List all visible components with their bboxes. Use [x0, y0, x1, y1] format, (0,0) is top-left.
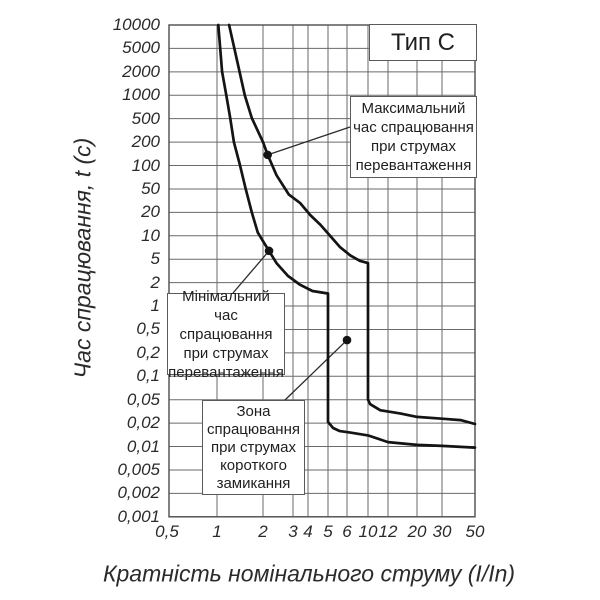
annotation-line: при струмах — [210, 438, 297, 456]
x-tick-label: 5 — [323, 521, 333, 541]
y-tick-label: 0,1 — [136, 366, 160, 386]
annotation-line: короткого — [220, 456, 287, 474]
x-tick-label: 12 — [378, 521, 398, 541]
type-c-label-box — [369, 24, 477, 61]
y-tick-label: 1000 — [122, 85, 160, 105]
leader-line — [285, 340, 347, 400]
short-circuit-zone-annotation — [202, 400, 305, 495]
y-tick-label: 5 — [150, 249, 160, 269]
y-tick-label: 5000 — [122, 38, 160, 58]
annotation-line: перевантаження — [355, 157, 472, 174]
y-tick-label: 10000 — [112, 15, 160, 34]
y-tick-label: 0,2 — [136, 342, 160, 362]
y-tick-label: 200 — [131, 132, 160, 152]
x-tick-label: 10 — [358, 521, 378, 541]
y-tick-label: 100 — [131, 155, 160, 175]
x-tick-label: 20 — [407, 521, 427, 541]
annotation-line: час спрацювання — [353, 119, 474, 136]
y-tick-label: 50 — [141, 178, 160, 198]
y-tick-label: 0,5 — [136, 319, 160, 339]
annotation-line: спрацювання — [207, 420, 300, 438]
y-tick-label: 0,05 — [126, 389, 160, 409]
annotation-dot — [343, 336, 352, 345]
x-tick-label: 30 — [432, 521, 452, 541]
x-tick-label: 4 — [303, 521, 313, 541]
y-tick-label: 2000 — [122, 61, 160, 81]
y-tick-label: 20 — [141, 202, 160, 222]
y-tick-label: 2 — [150, 272, 160, 292]
x-tick-label: 6 — [342, 521, 352, 541]
annotation-dot — [265, 247, 274, 256]
max-overload-annotation — [350, 96, 477, 178]
y-tick-label: 0,01 — [126, 436, 160, 456]
y-tick-label: 0,001 — [117, 506, 160, 526]
annotation-line: при струмах — [183, 344, 269, 362]
annotation-line: Зона — [236, 402, 271, 420]
annotation-line: Мінімальний — [182, 287, 270, 305]
leader-line — [268, 127, 350, 155]
annotation-line: Максимальний — [361, 100, 466, 117]
x-tick-label: 0,5 — [155, 521, 179, 541]
x-tick-label: 3 — [288, 521, 298, 541]
y-tick-label: 500 — [131, 108, 160, 128]
x-tick-label: 2 — [258, 521, 268, 541]
y-axis-title: Час спрацювання, t (с) — [69, 137, 96, 379]
x-tick-label: 50 — [465, 521, 485, 541]
annotation-line: час спрацювання — [179, 306, 273, 343]
min-overload-annotation — [167, 287, 285, 381]
y-tick-label: 10 — [141, 225, 160, 245]
annotation-line: замикання — [216, 474, 291, 492]
y-tick-label: 0,005 — [117, 459, 160, 479]
y-tick-label: 1 — [150, 296, 160, 316]
annotation-line: при струмах — [370, 138, 457, 155]
x-tick-label: 1 — [212, 521, 222, 541]
type-c-label: Тип C — [390, 28, 455, 56]
annotation-line: перевантаження — [168, 363, 284, 381]
annotation-dot — [263, 151, 272, 160]
y-tick-label: 0,02 — [126, 413, 160, 433]
y-tick-label: 0,002 — [117, 483, 160, 503]
x-axis-title: Кратність номінального струму (I/In) — [102, 560, 516, 587]
